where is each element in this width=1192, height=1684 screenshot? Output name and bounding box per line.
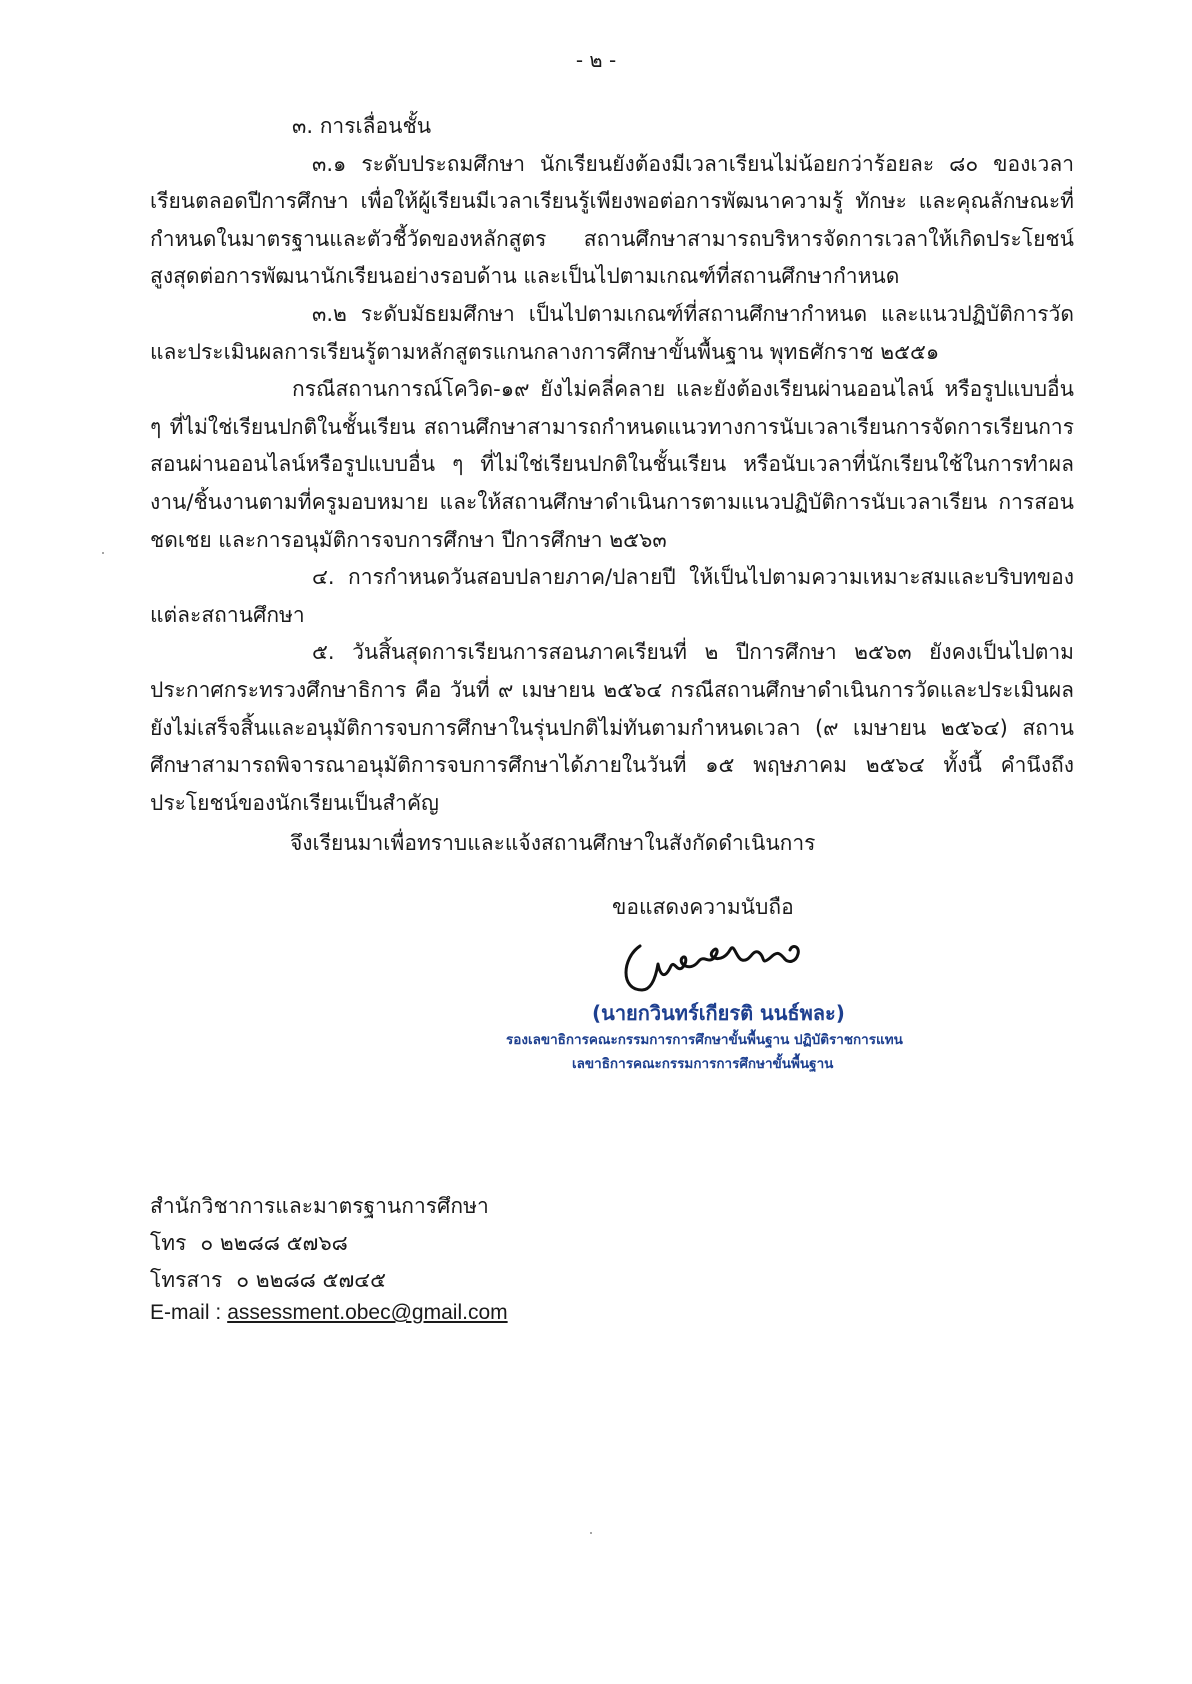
paragraph-covid: กรณีสถานการณ์โควิด-๑๙ ยังไม่คลี่คลาย และยังต้องเรียนผ่านออนไลน์ หรือรูปแบบอื่น ๆ ที่ไม่ใช่เรียนปกติในชั้นเรียน สถานศึกษาสามารถกำหนดแนวทางการนับเวลาเรียนการจัดการเรียนการสอนผ่านออนไลน์หรือรูปแบบอื่น ๆ ที่ไม่ใช่เรียนปกติในชั้นเรียน หรือนับเวลาที่นักเรียนใช้ในการทำผลงาน/ชิ้นงานตามที่ครูมอบหมาย และให้สถานศึกษาดำเนินการตามแนวปฏิบัติการนับเวลาเรียน การสอนชดเชย และการอนุมัติการจบการศึกษา ปีการศึกษา ๒๕๖๓ bbox=[150, 377, 1074, 552]
section-3-heading: ๓. การเลื่อนชั้น bbox=[292, 114, 432, 138]
contact-phone-row bbox=[150, 1227, 348, 1260]
paragraph-3-1: ๓.๑ ระดับประถมศึกษา นักเรียนยังต้องมีเวลาเรียนไม่น้อยกว่าร้อยละ ๘๐ ของเวลาเรียนตลอดปีการศึกษา เพื่อให้ผู้เรียนมีเวลาเรียนรู้เพียงพอต่อการพัฒนาความรู้ ทักษะ และคุณลักษณะที่กำหนดในมาตรฐานและตัวชี้วัดของหลักสูตร สถานศึกษาสามารถบริหารจัดการเวลาให้เกิดประโยชน์สูงสุดต่อการพัฒนานักเรียนอย่างรอบด้าน และเป็นไปตามเกณฑ์ที่สถานศึกษากำหนด bbox=[150, 151, 1074, 289]
paragraph-section-5: ๕. วันสิ้นสุดการเรียนการสอนภาคเรียนที่ ๒ ปีการศึกษา ๒๕๖๓ ยังคงเป็นไปตามประกาศกระทรวงศึกษาธิการ คือ วันที่ ๙ เมษายน ๒๕๖๔ กรณีสถานศึกษาดำเนินการวัดและประเมินผลยังไม่เสร็จสิ้นและอนุมัติการจบการศึกษาในรุ่นปกติไม่ทันตามกำหนดเวลา (๙ เมษายน ๒๕๖๔) สถานศึกษาสามารถพิจารณาอนุมัติการจบการศึกษาได้ภายในวันที่ ๑๕ พฤษภาคม ๒๕๖๔ ทั้งนี้ คำนึงถึงประโยชน์ของนักเรียนเป็นสำคัญ bbox=[150, 640, 1074, 815]
signer-title-line-1: รองเลขาธิการคณะกรรมการการศึกษาขั้นพื้นฐาน ปฏิบัติราชการแทน bbox=[506, 1032, 903, 1048]
fax-number: ๐ ๒๒๘๘ ๕๗๔๕ bbox=[236, 1268, 387, 1292]
paragraph-3-2: ๓.๒ ระดับมัธยมศึกษา เป็นไปตามเกณฑ์ที่สถานศึกษากำหนด และแนวปฏิบัติการวัดและประเมินผลการเรียนรู้ตามหลักสูตรแกนกลางการศึกษาขั้นพื้นฐาน พุทธศักราช ๒๕๕๑ bbox=[150, 301, 1074, 364]
phone-number: ๐ ๒๒๘๘ ๕๗๖๘ bbox=[200, 1231, 348, 1255]
scan-speck bbox=[102, 552, 104, 554]
fax-label: โทรสาร bbox=[150, 1268, 223, 1292]
closing-line: จึงเรียนมาเพื่อทราบและแจ้งสถานศึกษาในสังกัดดำเนินการ bbox=[290, 831, 816, 855]
contact-fax-row bbox=[150, 1264, 386, 1297]
email-label: E-mail : bbox=[150, 1301, 222, 1324]
phone-label: โทร bbox=[150, 1231, 187, 1255]
signer-name: (นายกวินทร์เกียรติ นนธ์พละ) bbox=[592, 1001, 845, 1025]
regards-line: ขอแสดงความนับถือ bbox=[612, 895, 794, 919]
scan-speck bbox=[590, 1532, 592, 1534]
contact-email-row bbox=[150, 1301, 508, 1325]
page-number: - ๒ - bbox=[575, 48, 617, 72]
document-body bbox=[150, 108, 1074, 822]
paragraph-section-4: ๔. การกำหนดวันสอบปลายภาค/ปลายปี ให้เป็นไปตามความเหมาะสมและบริบทของแต่ละสถานศึกษา bbox=[150, 565, 1074, 627]
contact-office: สำนักวิชาการและมาตรฐานการศึกษา bbox=[150, 1194, 489, 1218]
signer-title-line-2: เลขาธิการคณะกรรมการการศึกษาขั้นพื้นฐาน bbox=[572, 1056, 834, 1072]
email-link[interactable]: assessment.obec@gmail.com bbox=[227, 1301, 508, 1324]
handwritten-signature bbox=[612, 928, 832, 1000]
